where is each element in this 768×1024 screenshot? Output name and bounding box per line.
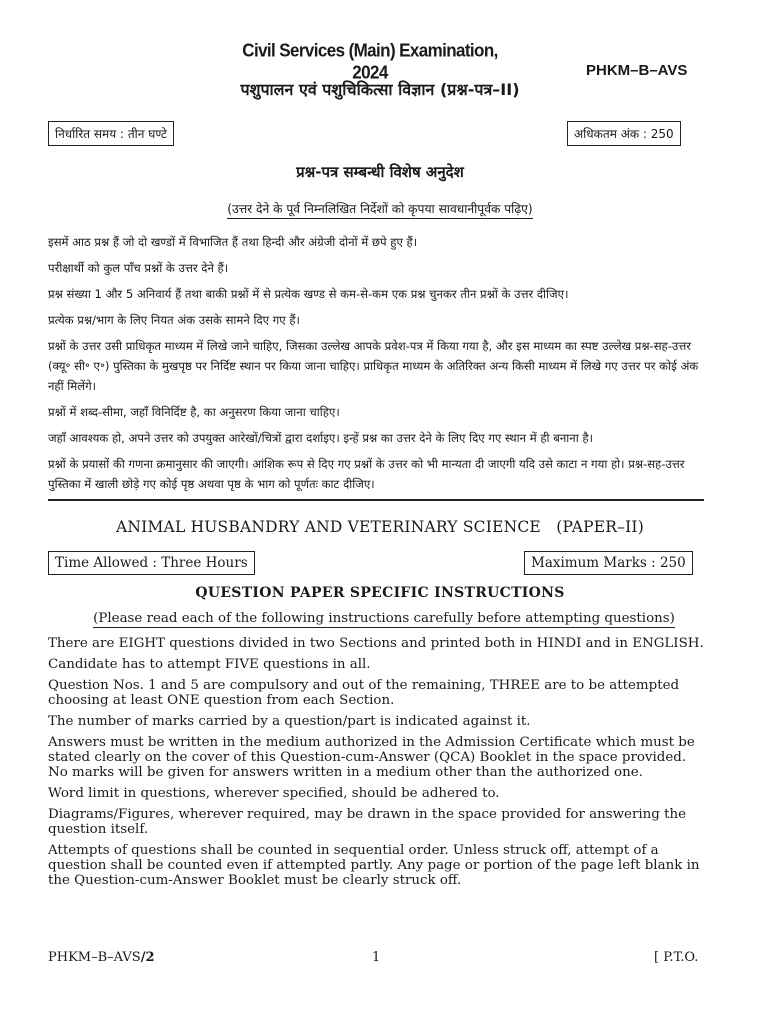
english-instruction: Diagrams/Figures, wherever required, may be drawn in the space provided for answering the question itself. — [48, 807, 687, 837]
english-instruction: Attempts of questions shall be counted in sequential order. Unless struck off, attempt of a question shall be counted even if attempted partly. Any page or portion of the page left blank in the Question-cum-Answer Booklet must be clearly struck off. — [48, 843, 700, 888]
english-instructions-note: (Please read each of the following instructions carefully before attempting questions) — [93, 611, 675, 626]
page-number: 1 — [372, 950, 381, 965]
english-title: ANIMAL HUSBANDRY AND VETERINARY SCIENCE (PAPER–II) — [116, 518, 644, 536]
english-instruction: Word limit in questions, wherever specified, should be adhered to. — [48, 786, 500, 801]
hindi-instruction: परीक्षार्थी को कुल पाँच प्रश्नों के उत्तर देने हैं। — [48, 261, 229, 275]
hindi-instruction: प्रत्येक प्रश्न/भाग के लिए नियत अंक उसके सामने दिए गए हैं। — [48, 313, 300, 327]
hindi-marks-box — [567, 121, 681, 146]
english-instructions-heading: QUESTION PAPER SPECIFIC INSTRUCTIONS — [195, 585, 565, 601]
section-divider — [48, 499, 704, 501]
pto-marker: [ P.T.O. — [654, 950, 699, 965]
hindi-instruction: इसमें आठ प्रश्न हैं जो दो खण्डों में विभाजित हैं तथा हिन्दी और अंग्रेजी दोनों में छपे हुए हैं। — [48, 235, 418, 249]
hindi-max-marks: अधिकतम अंक : 250 — [574, 127, 674, 141]
english-instruction: There are EIGHT questions divided in two Sections and printed both in HINDI and in ENGLISH. — [48, 636, 704, 651]
english-instruction: Question Nos. 1 and 5 are compulsory and out of the remaining, THREE are to be attempted choosing at least ONE question from each Section. — [48, 678, 680, 708]
hindi-instruction: जहाँ आवश्यक हो, अपने उत्तर को उपयुक्त आरेखों/चित्रों द्वारा दर्शाइए। इन्हें प्रश्न का उत्तर देने के लिए दिए गए स्थान में ही बनाना है। — [48, 431, 593, 445]
english-instruction: Candidate has to attempt FIVE questions in all. — [48, 657, 371, 672]
hindi-instructions-heading: प्रश्न-पत्र सम्बन्धी विशेष अनुदेश — [296, 163, 464, 181]
english-instruction: Answers must be written in the medium authorized in the Admission Certificate which must be stated clearly on the cover of this Question-cum-Answer (QCA) Booklet in the space provided. No marks will be given for answers written in a medium other than the authorized one. — [48, 735, 695, 780]
hindi-instruction: प्रश्नों के प्रयासों की गणना क्रमानुसार की जाएगी। आंशिक रूप से दिए गए प्रश्नों के उत्तर को भी मान्यता दी जाएगी यदि उसे काटा न गया हो। प्रश्न-सह-उत्तर पुस्तिका में खाली छोड़े गए कोई पृष्ठ अथवा पृष्ठ के भाग को पूर्णतः काट दीजिए। — [48, 457, 685, 491]
english-max-marks: Maximum Marks : 250 — [531, 555, 686, 571]
hindi-title: पशुपालन एवं पशुचिकित्सा विज्ञान (प्रश्न-पत्र–II) — [240, 80, 520, 99]
english-time-allowed: Time Allowed : Three Hours — [55, 555, 248, 571]
paper-code: PHKM–B–AVS — [586, 62, 688, 79]
hindi-instructions-note: (उत्तर देने के पूर्व निम्नलिखित निर्देशों को कृपया सावधानीपूर्वक पढ़िए) — [130, 200, 630, 217]
english-time-box — [48, 551, 255, 575]
exam-stamp: Civil Services (Main) Examination, 2024 — [242, 40, 498, 83]
hindi-instruction: प्रश्नों में शब्द-सीमा, जहाँ विनिर्दिष्ट है, का अनुसरण किया जाना चाहिए। — [48, 405, 340, 419]
hindi-time-box — [48, 121, 174, 146]
hindi-instruction: प्रश्नों के उत्तर उसी प्राधिकृत माध्यम में लिखे जाने चाहिए, जिसका उल्लेख आपके प्रवेश-पत्र में किया गया है, और इस माध्यम का स्पष्ट उल्लेख प्रश्न-सह-उत्तर (क्यू॰ सी॰ ए॰) पुस्तिका के मुखपृष्ठ पर निर्दिष्ट स्थान पर किया जाना चाहिए। प्राधिकृत माध्यम के अतिरिक्त अन्य किसी माध्यम में लिखे गए उत्तर पर कोई अंक नहीं मिलेंगे। — [48, 339, 699, 393]
hindi-time-allowed: निर्धारित समय : तीन घण्टे — [55, 127, 167, 141]
hindi-instruction: प्रश्न संख्या 1 और 5 अनिवार्य हैं तथा बाकी प्रश्नों में से प्रत्येक खण्ड से कम-से-कम एक प्रश्न चुनकर तीन प्रश्नों के उत्तर दीजिए। — [48, 287, 569, 301]
english-marks-box — [524, 551, 693, 575]
english-instruction: The number of marks carried by a question/part is indicated against it. — [48, 714, 531, 729]
english-instructions-list — [48, 636, 708, 894]
hindi-instructions-list — [48, 232, 710, 500]
footer-code: PHKM–B–AVS/2 — [48, 950, 155, 965]
